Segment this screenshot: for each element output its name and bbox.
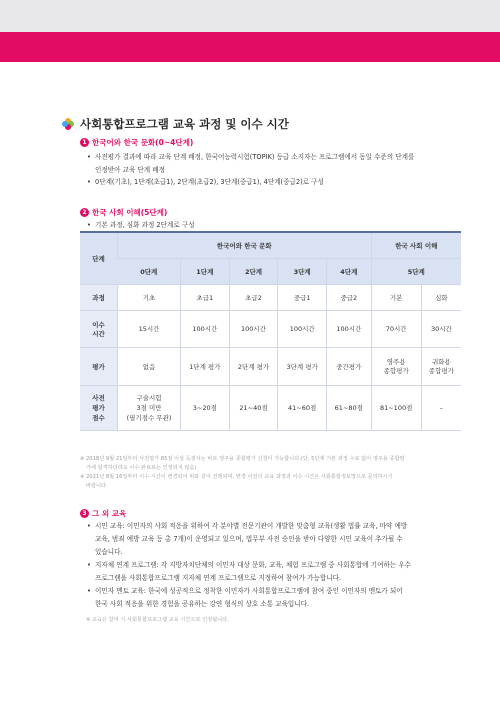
cell-line: 귀화용	[431, 358, 451, 366]
list-item: • 지자체 연계 프로그램: 각 지방자치단체의 이민자 대상 문화, 교육, 체험 프로그램 중 사회통합에 기여하는 우수	[86, 559, 471, 572]
table-cell: 30시간	[421, 310, 461, 347]
table-cell: 81~100점	[371, 385, 421, 430]
curriculum-table	[80, 231, 461, 431]
cell-line: 구술시험	[136, 393, 162, 402]
list-item: • 사전평가 결과에 따라 교육 단계 배정, 한국어능력시험(TOPIK) 등급 소지자는 프로그램에서 동일 수준의 단계를	[86, 151, 466, 164]
table-row-course	[80, 284, 461, 310]
table-cell: 중급1	[278, 284, 327, 310]
list-item-continued	[86, 572, 471, 585]
list-item: • 시민 교육: 이민자의 사회 적응을 위하여 각 분야별 전문기관이 개발한 맞춤형 교육(생활 법률 교육, 마약 예방	[86, 520, 471, 533]
table-cell: 2단계 평가	[229, 347, 278, 385]
table-cell: 중급2	[327, 284, 372, 310]
stage-0: 0단계	[118, 258, 181, 284]
table-cell: 없음	[118, 347, 181, 385]
part1-title: 한국어와 한국 문화(0~4단계)	[92, 138, 194, 147]
cell-line: 영주용	[386, 358, 406, 366]
row-label-line: 점수	[92, 413, 105, 422]
table-cell: 100시간	[327, 310, 372, 347]
stage-2: 2단계	[229, 258, 278, 284]
section-heading	[62, 116, 289, 132]
table-cell	[371, 347, 421, 385]
row-label-line: 사전	[92, 393, 105, 402]
header-gray-band	[0, 0, 500, 32]
group-header-society: 한국 사회 이해	[371, 232, 461, 258]
stage-3: 3단계	[278, 258, 327, 284]
table-cell: 기본	[371, 284, 421, 310]
list-item: • 이민자 멘토 교육: 한국에 성공적으로 정착한 이민자가 사회통합프로그램에 참여 중인 이민자의 멘토가 되어	[86, 585, 471, 598]
note-line: 가에 합격하더라도 이수 완료로는 인정되지 않음)	[86, 465, 197, 471]
note-line: ※ 2018년 9월 21일부터 사전평가 85점 이상 득점자는 바로 영주용 종합평가 신청이 가능합니다.(단, 5단계 기본 과정 수료 없이 영주용 종합평	[80, 456, 405, 462]
row-label-line: 이수	[92, 320, 105, 329]
part3-heading	[80, 508, 126, 519]
row-label-line: 평가	[92, 403, 105, 412]
table-cell: 3단계 평가	[278, 347, 327, 385]
list-item-text: 교육, 범죄 예방 교육 등 총 7개)이 운영되고 있으며, 법무부 사전 승인을 받아 다양한 시민 교육이 추가될 수	[95, 535, 403, 543]
note-line: ※ 2021년 8월 16일부터 이수 시간이 변경되어 위와 같이 진행되며, 변경 이전의 교육 과정과 이수 시간은 사회통합정보망으로 문의하시기	[80, 474, 393, 480]
cell-line: 3점 미만	[136, 403, 162, 412]
group-header-korean: 한국어와 한국 문화	[118, 232, 372, 258]
table-cell: 중간평가	[327, 347, 372, 385]
list-item: • 0단계(기초), 1단계(초급1), 2단계(초급2), 3단계(중급1), 4단계(중급2)로 구성	[86, 176, 466, 189]
cell-line: 종합평가	[383, 367, 409, 375]
part3-title: 그 외 교육	[92, 509, 127, 518]
row-label-eval: 평가	[80, 347, 118, 385]
table-cell: 3~20점	[181, 385, 230, 430]
number-badge-3: 3	[80, 509, 89, 518]
table-cell	[118, 385, 181, 430]
row-label-hours	[80, 310, 118, 347]
table-notes	[80, 455, 472, 491]
table-cell: 15시간	[118, 310, 181, 347]
stage-5: 5단계	[371, 258, 461, 284]
table-cell: 70시간	[371, 310, 421, 347]
list-item-text: 프로그램을 사회통합프로그램 지자체 연계 프로그램으로 지정하여 참여가 가능합니다.	[95, 574, 342, 582]
note-line: 바랍니다.	[86, 483, 108, 489]
number-badge-1: 1	[80, 138, 89, 147]
part1-list	[86, 151, 466, 189]
part3-note: ※ 교육은 참여 시 사회통합프로그램 교육 시간으로 인정됩니다.	[86, 617, 229, 623]
section-title: 사회통합프로그램 교육 과정 및 이수 시간	[80, 117, 289, 131]
part2-heading	[80, 207, 167, 218]
table-cell: 41~60점	[278, 385, 327, 430]
row-label-line: 시간	[92, 329, 105, 338]
table-cell: 기초	[118, 284, 181, 310]
table-cell: 100시간	[181, 310, 230, 347]
stage-4: 4단계	[327, 258, 372, 284]
number-badge-2: 2	[80, 208, 89, 217]
part1-heading	[80, 137, 193, 148]
list-item-continued	[86, 533, 471, 546]
table-cell: 21~40점	[229, 385, 278, 430]
row-label-course: 과정	[80, 284, 118, 310]
list-item-continued	[86, 598, 471, 611]
table-cell: 1단계 평가	[181, 347, 230, 385]
table-row-hours	[80, 310, 461, 347]
clover-icon	[62, 118, 74, 130]
row-label-score	[80, 385, 118, 430]
list-item-text: 한국 사회 적응을 위한 경험을 공유하는 강연 형식의 상호 소통 교육입니다.	[95, 600, 310, 608]
table-cell: 초급2	[229, 284, 278, 310]
list-item-continued	[86, 546, 471, 559]
table-row-score	[80, 385, 461, 430]
cell-line: 종합평가	[428, 367, 454, 375]
table-cell: 100시간	[278, 310, 327, 347]
part3-list	[86, 520, 471, 611]
list-item-text: 있습니다.	[95, 548, 123, 556]
table-cell: 100시간	[229, 310, 278, 347]
table-cell: 초급1	[181, 284, 230, 310]
list-item-text: 인정받아 교육 단계 배정	[95, 165, 165, 174]
header-magenta-band	[0, 32, 500, 62]
list-item: • 기본 과정, 심화 과정 2단계로 구성	[86, 219, 466, 232]
table-row-eval	[80, 347, 461, 385]
table-cell: 심화	[421, 284, 461, 310]
table-cell: 61~80점	[327, 385, 372, 430]
list-item-continued	[86, 164, 466, 177]
table-cell	[421, 347, 461, 385]
stage-header: 단계	[80, 232, 118, 284]
cell-line: (필기점수 무관)	[126, 413, 172, 422]
table-cell: –	[421, 385, 461, 430]
stage-1: 1단계	[181, 258, 230, 284]
part2-title: 한국 사회 이해(5단계)	[92, 208, 168, 217]
